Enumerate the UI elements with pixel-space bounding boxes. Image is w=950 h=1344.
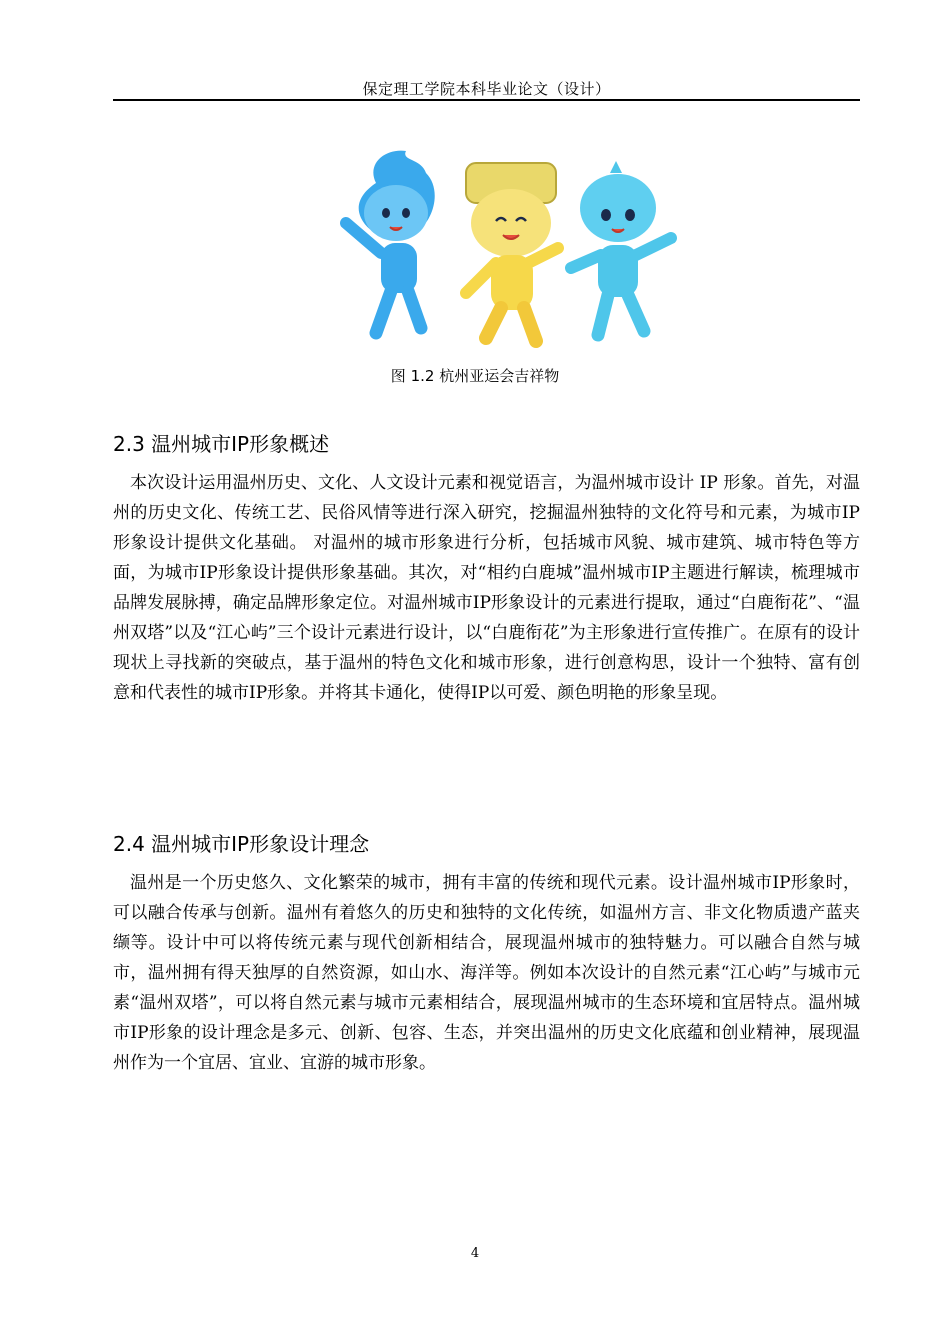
section-heading-2-4: 2.4 温州城市IP形象设计理念	[113, 832, 370, 856]
teal-mascot-image	[571, 161, 671, 335]
section-paragraph-2-3: 本次设计运用温州历史、文化、人文设计元素和视觉语言，为温州城市设计 IP 形象。首先，对温州的历史文化、传统工艺、民俗风情等进行深入研究，挖掘温州独特的文化符号和元素，为城市IP形象设计提供文化基础。 对温州的城市形象进行分析，包括城市风貌、城市建筑、城市特色等方面，为城市IP形象设计提供形象基础。其次，对“相约白鹿城”温州城市IP主题进行解读，梳理城市品牌发展脉搏，确定品牌形象定位。对温州城市IP形象设计的元素进行提取，通过“白鹿衔花”、“温州双塔”以及“江心屿”三个设计元素进行设计，以“白鹿衔花”为主形象进行宣传推广。在原有的设计现状上寻找新的突破点，基于温州的特色文化和城市形象，进行创意构思，设计一个独特、富有创意和代表性的城市IP形象。并将其卡通化，使得IP以可爱、颜色明艳的形象呈现。	[113, 473, 860, 703]
yellow-mascot-image	[466, 163, 558, 341]
section-paragraph-2-4: 温州是一个历史悠久、文化繁荣的城市，拥有丰富的传统和现代元素。设计温州城市IP形象时，可以融合传承与创新。温州有着悠久的历史和独特的文化传统，如温州方言、非文化物质遗产蓝夹缬等。设计中可以将传统元素与现代创新相结合，展现温州城市的独特魅力。可以融合自然与城市，温州拥有得天独厚的自然资源，如山水、海洋等。例如本次设计的自然元素“江心屿”与城市元素“温州双塔”，可以将自然元素与城市元素相结合，展现温州城市的生态环境和宜居特点。温州城市IP形象的设计理念是多元、创新、包容、生态，并突出温州的历史文化底蕴和创业精神，展现温州作为一个宜居、宜业、宜游的城市形象。	[113, 873, 860, 1073]
blue-mascot-image	[346, 151, 435, 333]
section-heading-2-3: 2.3 温州城市IP形象概述	[113, 432, 330, 456]
mascot-figure	[326, 143, 702, 353]
page-number: 4	[470, 1246, 480, 1261]
page-header: 保定理工学院本科毕业论文（设计）	[362, 80, 611, 98]
header-rule	[113, 99, 860, 101]
figure-caption: 图 1.2 杭州亚运会吉祥物	[390, 367, 560, 385]
